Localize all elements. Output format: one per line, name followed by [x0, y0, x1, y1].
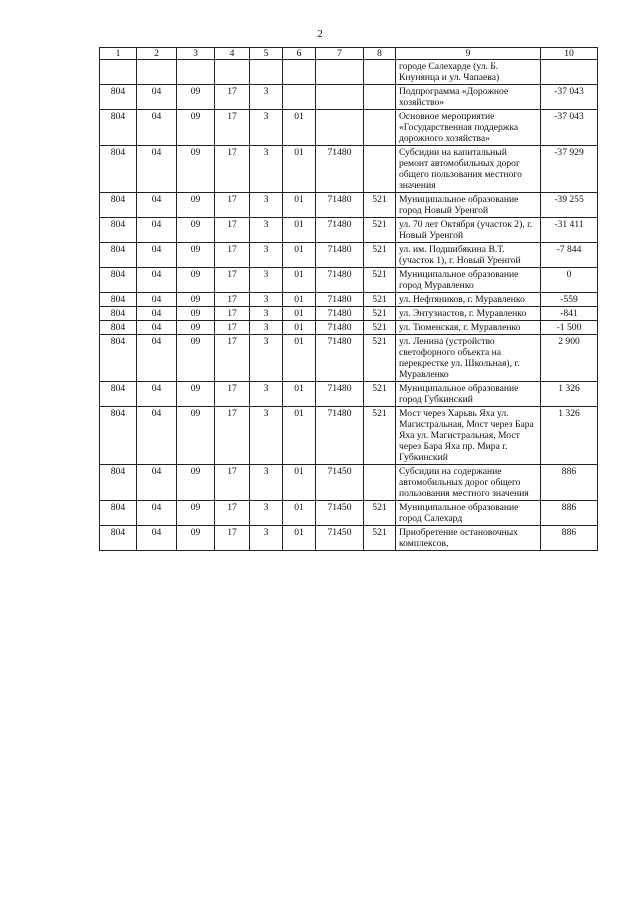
table-row: [100, 193, 598, 218]
cell-section: 04: [137, 501, 177, 526]
cell-program: 17: [215, 501, 250, 526]
cell-section: 04: [137, 307, 177, 321]
cell-direction: 71450: [316, 501, 364, 526]
cell-subsection: 09: [177, 193, 215, 218]
cell-direction: 71480: [316, 321, 364, 335]
table-row: [100, 321, 598, 335]
cell-expense-type: 521: [364, 501, 396, 526]
table-row: [100, 307, 598, 321]
cell-amount: 1 326: [541, 407, 598, 465]
cell-subprogram: 3: [250, 335, 283, 382]
cell-name: ул. Энтузиастов, г. Муравленко: [396, 307, 541, 321]
cell-subsection: 09: [177, 526, 215, 551]
cell-amount: [541, 60, 598, 85]
cell-name: Муниципальное образование город Новый Уренгой: [396, 193, 541, 218]
column-header: 5: [250, 48, 283, 60]
cell-grbs: 804: [100, 110, 137, 146]
column-header: 4: [215, 48, 250, 60]
cell-direction: 71480: [316, 193, 364, 218]
cell-amount: -37 929: [541, 146, 598, 193]
table-row: [100, 146, 598, 193]
cell-direction: 71480: [316, 218, 364, 243]
cell-program: 17: [215, 526, 250, 551]
cell-subprogram: 3: [250, 526, 283, 551]
cell-program: 17: [215, 193, 250, 218]
page-number: 2: [317, 28, 323, 40]
cell-direction: 71480: [316, 307, 364, 321]
cell-name: Основное мероприятие «Государственная поддержка дорожного хозяйства»: [396, 110, 541, 146]
cell-name: ул. Тюменская, г. Муравленко: [396, 321, 541, 335]
cell-activity: 01: [283, 465, 316, 501]
cell-direction: 71480: [316, 335, 364, 382]
cell-subprogram: 3: [250, 268, 283, 293]
column-header: 10: [541, 48, 598, 60]
cell-expense-type: 521: [364, 218, 396, 243]
table-body: [100, 60, 598, 551]
cell-subprogram: 3: [250, 85, 283, 110]
cell-section: 04: [137, 382, 177, 407]
cell-section: 04: [137, 193, 177, 218]
cell-program: 17: [215, 465, 250, 501]
cell-amount: 0: [541, 268, 598, 293]
cell-activity: 01: [283, 382, 316, 407]
cell-activity: 01: [283, 243, 316, 268]
cell-subsection: 09: [177, 218, 215, 243]
cell-subprogram: 3: [250, 193, 283, 218]
cell-name: Подпрограмма «Дорожное хозяйство»: [396, 85, 541, 110]
cell-name: Муниципальное образование город Муравленко: [396, 268, 541, 293]
cell-grbs: 804: [100, 268, 137, 293]
cell-activity: 01: [283, 218, 316, 243]
cell-amount: -841: [541, 307, 598, 321]
cell-section: [137, 60, 177, 85]
table-row: [100, 85, 598, 110]
cell-activity: 01: [283, 335, 316, 382]
cell-direction: 71480: [316, 407, 364, 465]
cell-expense-type: 521: [364, 407, 396, 465]
table-row: [100, 110, 598, 146]
cell-program: 17: [215, 218, 250, 243]
cell-program: [215, 60, 250, 85]
column-header: 1: [100, 48, 137, 60]
cell-activity: [283, 60, 316, 85]
table-row: [100, 293, 598, 307]
cell-direction: 71480: [316, 382, 364, 407]
table-row: [100, 407, 598, 465]
cell-activity: 01: [283, 193, 316, 218]
cell-section: 04: [137, 85, 177, 110]
cell-direction: 71450: [316, 465, 364, 501]
cell-name: Приобретение остановочных комплексов,: [396, 526, 541, 551]
cell-section: 04: [137, 335, 177, 382]
cell-activity: 01: [283, 268, 316, 293]
cell-subprogram: 3: [250, 243, 283, 268]
cell-amount: 2 900: [541, 335, 598, 382]
cell-program: 17: [215, 110, 250, 146]
cell-program: 17: [215, 382, 250, 407]
cell-direction: 71450: [316, 526, 364, 551]
cell-program: 17: [215, 243, 250, 268]
column-header: 6: [283, 48, 316, 60]
cell-amount: 1 326: [541, 382, 598, 407]
cell-grbs: 804: [100, 293, 137, 307]
cell-subsection: 09: [177, 293, 215, 307]
cell-expense-type: 521: [364, 335, 396, 382]
column-header: 7: [316, 48, 364, 60]
cell-subprogram: 3: [250, 465, 283, 501]
cell-activity: 01: [283, 146, 316, 193]
cell-grbs: 804: [100, 85, 137, 110]
cell-subsection: 09: [177, 307, 215, 321]
cell-section: 04: [137, 293, 177, 307]
cell-activity: [283, 85, 316, 110]
cell-amount: -39 255: [541, 193, 598, 218]
table-row: [100, 268, 598, 293]
cell-direction: [316, 60, 364, 85]
table-row: [100, 501, 598, 526]
cell-activity: 01: [283, 307, 316, 321]
cell-expense-type: 521: [364, 526, 396, 551]
cell-program: 17: [215, 293, 250, 307]
column-header: 2: [137, 48, 177, 60]
table-row: [100, 335, 598, 382]
cell-subprogram: [250, 60, 283, 85]
cell-program: 17: [215, 307, 250, 321]
cell-grbs: 804: [100, 243, 137, 268]
table-row: [100, 60, 598, 85]
cell-amount: 886: [541, 501, 598, 526]
cell-section: 04: [137, 243, 177, 268]
budget-table: [99, 47, 598, 551]
cell-name: городе Салехарде (ул. Б. Кнунянца и ул. Чапаева): [396, 60, 541, 85]
cell-subsection: 09: [177, 268, 215, 293]
cell-grbs: [100, 60, 137, 85]
cell-activity: 01: [283, 321, 316, 335]
table-row: [100, 526, 598, 551]
cell-subsection: 09: [177, 110, 215, 146]
table-header-row: [100, 48, 598, 60]
cell-subprogram: 3: [250, 218, 283, 243]
cell-expense-type: [364, 146, 396, 193]
cell-grbs: 804: [100, 501, 137, 526]
cell-name: ул. Ленина (устройство светофорного объекта на перекрестке ул. Школьная), г. Муравленко: [396, 335, 541, 382]
cell-grbs: 804: [100, 407, 137, 465]
cell-subsection: 09: [177, 407, 215, 465]
cell-subsection: 09: [177, 465, 215, 501]
cell-direction: [316, 85, 364, 110]
cell-section: 04: [137, 465, 177, 501]
cell-direction: 71480: [316, 243, 364, 268]
cell-section: 04: [137, 526, 177, 551]
cell-expense-type: 521: [364, 268, 396, 293]
cell-grbs: 804: [100, 382, 137, 407]
column-header: 3: [177, 48, 215, 60]
cell-subsection: 09: [177, 243, 215, 268]
cell-program: 17: [215, 335, 250, 382]
cell-program: 17: [215, 268, 250, 293]
cell-grbs: 804: [100, 193, 137, 218]
cell-expense-type: 521: [364, 193, 396, 218]
cell-amount: -37 043: [541, 110, 598, 146]
cell-section: 04: [137, 218, 177, 243]
table-row: [100, 382, 598, 407]
cell-grbs: 804: [100, 218, 137, 243]
cell-amount: -7 844: [541, 243, 598, 268]
cell-amount: 886: [541, 465, 598, 501]
cell-section: 04: [137, 146, 177, 193]
cell-amount: -31 411: [541, 218, 598, 243]
cell-amount: -37 043: [541, 85, 598, 110]
cell-subprogram: 3: [250, 146, 283, 193]
cell-subsection: 09: [177, 335, 215, 382]
cell-section: 04: [137, 321, 177, 335]
cell-section: 04: [137, 407, 177, 465]
cell-expense-type: [364, 60, 396, 85]
cell-expense-type: [364, 85, 396, 110]
cell-subsection: 09: [177, 85, 215, 110]
cell-expense-type: 521: [364, 382, 396, 407]
cell-program: 17: [215, 407, 250, 465]
cell-direction: 71480: [316, 293, 364, 307]
table-row: [100, 465, 598, 501]
cell-subsection: 09: [177, 382, 215, 407]
cell-subprogram: 3: [250, 407, 283, 465]
cell-section: 04: [137, 268, 177, 293]
cell-subprogram: 3: [250, 110, 283, 146]
cell-program: 17: [215, 321, 250, 335]
cell-name: ул. им. Подшибякина В.Т. (участок 1), г. Новый Уренгой: [396, 243, 541, 268]
cell-expense-type: 521: [364, 293, 396, 307]
cell-subprogram: 3: [250, 293, 283, 307]
cell-amount: -559: [541, 293, 598, 307]
column-header: 8: [364, 48, 396, 60]
cell-grbs: 804: [100, 465, 137, 501]
cell-activity: 01: [283, 407, 316, 465]
cell-name: Субсидии на содержание автомобильных дорог общего пользования местного значения: [396, 465, 541, 501]
cell-subprogram: 3: [250, 501, 283, 526]
cell-subprogram: 3: [250, 321, 283, 335]
cell-subprogram: 3: [250, 307, 283, 321]
cell-grbs: 804: [100, 307, 137, 321]
cell-expense-type: [364, 110, 396, 146]
cell-expense-type: 521: [364, 307, 396, 321]
cell-subprogram: 3: [250, 382, 283, 407]
cell-program: 17: [215, 146, 250, 193]
cell-section: 04: [137, 110, 177, 146]
cell-expense-type: 521: [364, 321, 396, 335]
cell-direction: 71480: [316, 146, 364, 193]
cell-amount: -1 500: [541, 321, 598, 335]
cell-expense-type: [364, 465, 396, 501]
cell-subsection: 09: [177, 146, 215, 193]
cell-grbs: 804: [100, 526, 137, 551]
cell-name: ул. Нефтяников, г. Муравленко: [396, 293, 541, 307]
cell-activity: 01: [283, 110, 316, 146]
cell-amount: 886: [541, 526, 598, 551]
column-header: 9: [396, 48, 541, 60]
cell-name: Муниципальное образование город Губкинский: [396, 382, 541, 407]
table-row: [100, 218, 598, 243]
cell-direction: 71480: [316, 268, 364, 293]
cell-direction: [316, 110, 364, 146]
cell-subsection: 09: [177, 321, 215, 335]
cell-subsection: 09: [177, 501, 215, 526]
cell-name: Субсидии на капитальный ремонт автомобильных дорог общего пользования местного значения: [396, 146, 541, 193]
cell-activity: 01: [283, 501, 316, 526]
cell-expense-type: 521: [364, 243, 396, 268]
cell-grbs: 804: [100, 335, 137, 382]
cell-name: ул. 70 лет Октября (участок 2), г. Новый Уренгой: [396, 218, 541, 243]
table-row: [100, 243, 598, 268]
cell-activity: 01: [283, 526, 316, 551]
cell-subsection: [177, 60, 215, 85]
cell-name: Муниципальное образование город Салехард: [396, 501, 541, 526]
cell-grbs: 804: [100, 321, 137, 335]
cell-grbs: 804: [100, 146, 137, 193]
cell-activity: 01: [283, 293, 316, 307]
cell-name: Мост через Харьвь Яха ул. Магистральная, Мост через Бара Яха ул. Магистральная, Мост через Бара Яха пр. Мира г. Губкинский: [396, 407, 541, 465]
cell-program: 17: [215, 85, 250, 110]
